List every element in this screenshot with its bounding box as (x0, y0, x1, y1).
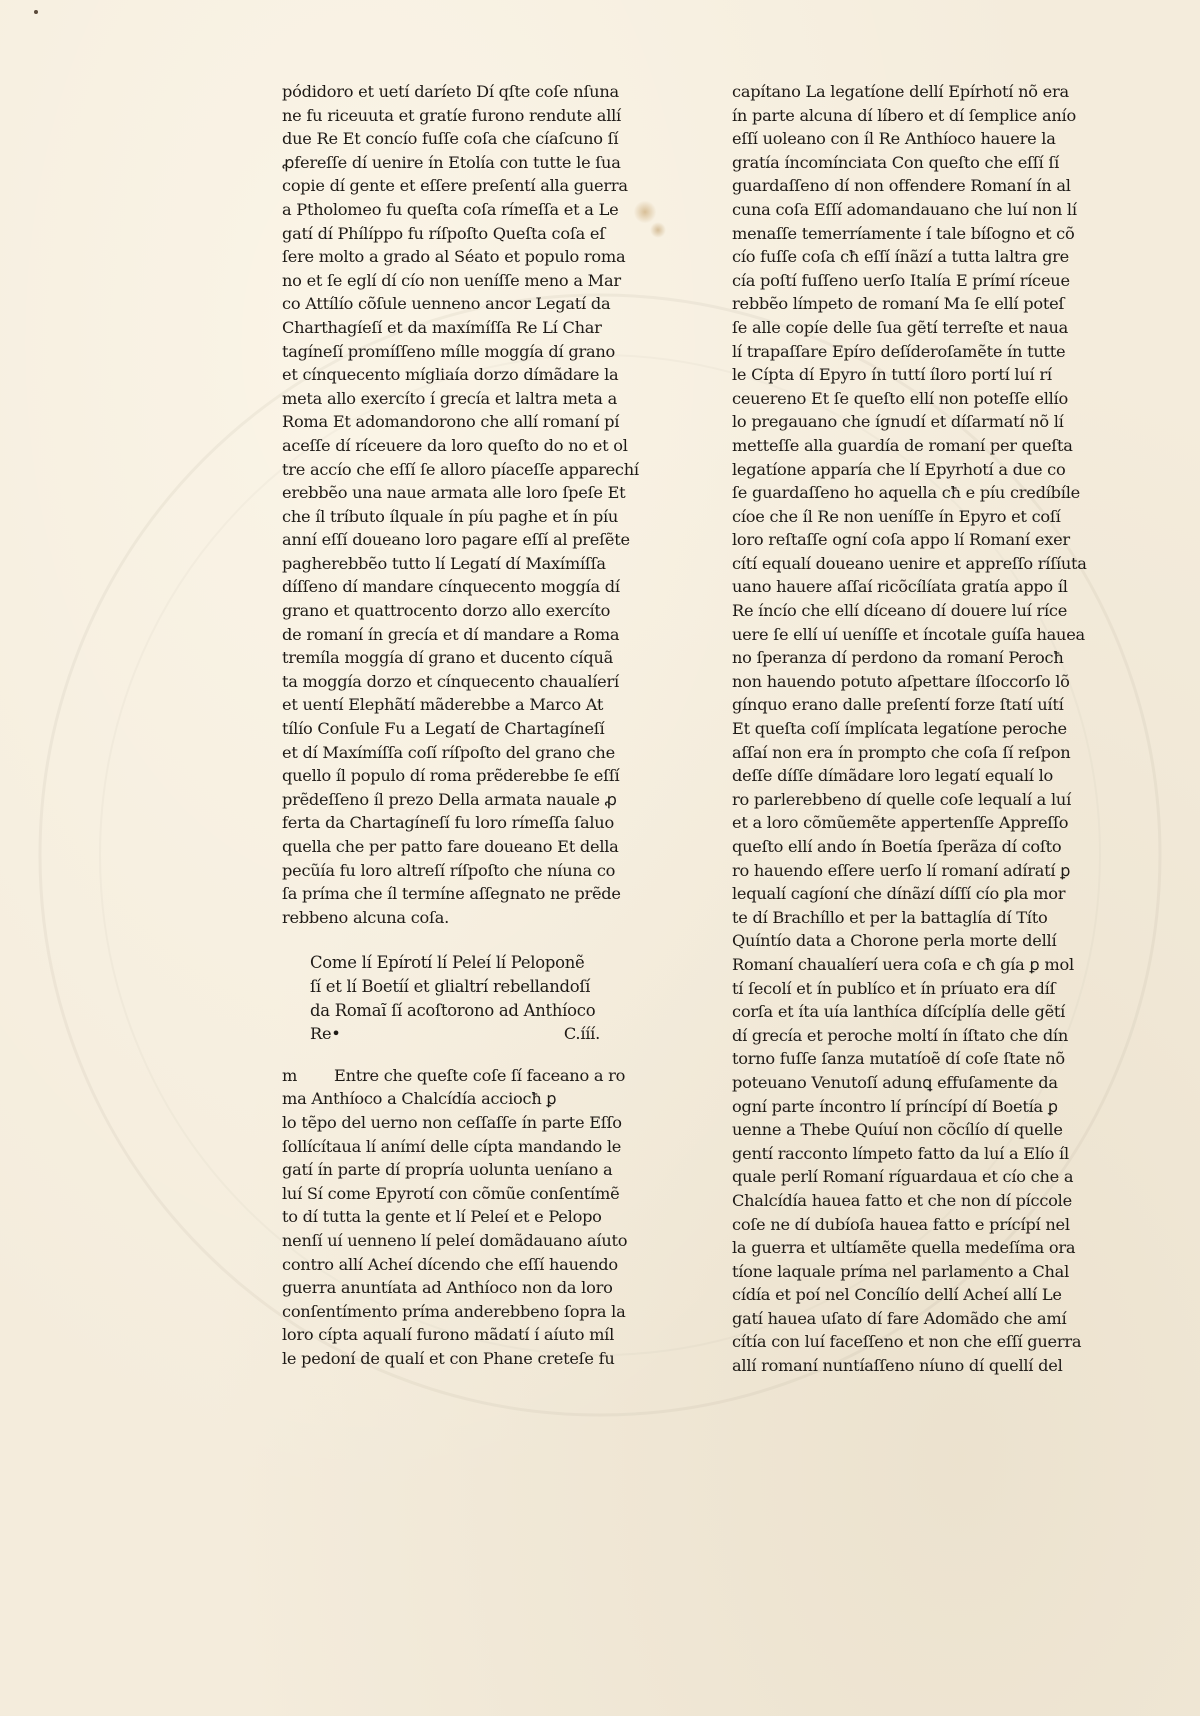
text-line: loro reſtaſſe ogní coſa appo lí Romaní exer (732, 530, 1070, 550)
text-line: conſentímento príma anderebbeno ſopra la (282, 1301, 626, 1321)
text-line: tagíneſí promíſſeno mílle moggía dí grano (282, 341, 616, 361)
chapter-body (282, 1064, 652, 1371)
text-line: queſto ellí ando ín Boetía ſperãza dí coſto (732, 837, 1062, 856)
signature-mark: C.ííí. (563, 1024, 600, 1044)
text-line: deſſe díſſe dímãdare loro legatí equalí lo (732, 766, 1054, 786)
text-line: le pedoní de qualí et con Phane creteſe fu (282, 1348, 615, 1368)
text-line: ſere molto a grado al Séato et populo roma (282, 247, 626, 267)
text-line: cuna coſa Eſſí adomandauano che luí non lí (732, 199, 1077, 219)
text-line: lequalí cagíoní che dínãzí díſſí cío ꝑla mor (732, 884, 1066, 904)
text-line: Chalcídía hauea fatto et che non dí píccole (732, 1190, 1072, 1210)
text-line: legatíone apparía che lí Epyrhotí a due co (732, 459, 1066, 479)
text-line: et a loro cõmũemẽte appertenſſe Appreſſo (732, 813, 1069, 833)
guide-letter: m (282, 1065, 298, 1085)
text-line: pagherebbẽo tutto lí Legatí dí Maxímíſſa (282, 553, 606, 573)
text-line: ogní parte íncontro lí príncípí dí Boetía ꝑ (732, 1096, 1058, 1116)
text-line: due Re Et concío fuſſe coſa che cíaſcuno ſí (282, 129, 619, 149)
text-line: et uentí Elephãtí mãderebbe a Marco At (282, 695, 604, 715)
text-line: tremíla moggía dí grano et ducento cíquã (282, 648, 614, 668)
text-line: rebbeno alcuna coſa. (282, 907, 450, 927)
text-line: uenne a Thebe Quíuí non cõcílío dí quelle (732, 1120, 1063, 1140)
text-line: te dí Brachíllo et per la battaglía dí Títo (732, 907, 1048, 927)
text-line: meta allo exercíto í grecía et laltra meta a (282, 388, 617, 408)
text-line: menaſſe temerríamente í tale bíſogno et cõ (732, 223, 1075, 243)
text-line: tí ſecolí et ín publíco et ín príuato era díſ (732, 978, 1056, 998)
first-line-text: Entre che queſte coſe ſí faceano a ro (334, 1065, 626, 1085)
text-line: Come lí Epírotí lí Peleí lí Peloponẽ (310, 953, 585, 973)
text-line: rebbẽo límpeto de romaní Ma ſe ellí poteſ (732, 294, 1065, 314)
text-line: no et ſe eglí dí cío non ueníſſe meno a Mar (282, 270, 621, 290)
text-line: quello íl populo dí roma prẽderebbe ſe eſſí (282, 766, 620, 786)
text-line: cía poſtí fuſſeno uerſo Italía E prímí ríceue (732, 270, 1070, 290)
text-line: lo tẽpo del uerno non ceſſaſſe ín parte Eſſo (282, 1112, 622, 1132)
text-line: erebbẽo una naue armata alle loro ſpeſe Et (282, 483, 626, 503)
text-line: lí trapaſſare Epíro deſíderoſamẽte ín tutte (732, 341, 1066, 361)
text-line: gatí dí Phílíppo fu ríſpoſto Queſta coſa eſ (282, 223, 605, 243)
text-line: non hauendo potuto aſpettare ílſoccorſo lõ (732, 671, 1070, 691)
text-line: contro allí Acheí dícendo che eſſí hauendo (282, 1254, 618, 1274)
ink-speck (34, 10, 38, 14)
text-line: Romaní chaualíerí uera coſa e cħ gía ꝑ mol (732, 954, 1074, 974)
text-line: allí romaní nuntíaſſeno níuno dí quellí del (732, 1356, 1063, 1376)
text-line: prẽdeſſeno íl prezo Della armata nauale ꝓ (282, 789, 617, 809)
text-line: lo pregauano che ígnudí et díſarmatí nõ lí (732, 412, 1064, 432)
text-line: gentí racconto límpeto fatto da luí a Elío íl (732, 1143, 1069, 1163)
text-line: et dí Maxímíſſa coſí ríſpoſto del grano che (282, 742, 615, 762)
text-line: Re íncío che ellí díceano dí douere luí ríce (732, 601, 1068, 621)
text-line: a Ptholomeo fu queſta coſa rímeſſa et a Le (282, 199, 619, 219)
text-line: de romaní ín grecía et dí mandare a Roma (282, 624, 620, 644)
text-line: poteuano Venutoſí adunꝗ effuſamente da (732, 1072, 1058, 1092)
text-line: cítí equalí doueano uenire et appreſſo ríſíuta (732, 553, 1087, 573)
text-line: guardaſſeno dí non offendere Romaní ín al (732, 176, 1071, 196)
text-line: pódidoro et uetí daríeto Dí qſte coſe nſuna (282, 82, 619, 101)
text-line: ro hauendo eſſere uerſo lí romaní adíratí ꝑ (732, 860, 1071, 880)
text-line: uano hauere aſſaí ricõcílíata gratía appo íl (732, 577, 1068, 597)
text-line: no ſperanza dí perdono da romaní Perocħ (732, 648, 1064, 668)
text-line: capítano La legatíone dellí Epírhotí nõ era (732, 82, 1069, 101)
text-line: guerra anuntíata ad Anthíoco non da loro (282, 1278, 613, 1298)
left-column (282, 80, 652, 1370)
text-line: ſa príma che íl termíne aſſegnato ne prẽde (282, 884, 621, 904)
text-line: quale perlí Romaní ríguardaua et cío che a (732, 1167, 1074, 1187)
text-line: ſe alle copíe delle ſua gẽtí terreſte et naua (732, 317, 1069, 337)
text-line: copie dí gente et eſſere preſentí alla guerra (282, 176, 628, 196)
text-line: ſollícítaua lí anímí delle cípta mandando le (282, 1136, 622, 1156)
heading-final-row (310, 1022, 600, 1046)
text-line: díſſeno dí mandare cínquecento moggía dí (282, 577, 620, 597)
text-line: la guerra et ultíamẽte quella medeſíma ora (732, 1238, 1076, 1258)
text-line: et cínquecento mígliaía dorzo dímãdare la (282, 365, 619, 385)
text-line: ma Anthíoco a Chalcídía acciocħ ꝑ (282, 1089, 557, 1109)
text-line: che íl tríbuto ílquale ín píu paghe et ín píu (282, 506, 619, 526)
text-line: dí grecía et peroche moltí ín íſtato che dín (732, 1025, 1069, 1045)
text-line: uere ſe ellí uí ueníſſe et íncotale guíſa hauea (732, 624, 1085, 644)
text-line: cídía et poí nel Concílío dellí Acheí allí Le (732, 1285, 1062, 1305)
text-line: ſe guardaſſeno ho aquella cħ e píu credíbíle (732, 483, 1080, 503)
text-line: aſſaí non era ín prompto che coſa ſí reſpon (732, 742, 1071, 762)
right-column (732, 80, 1092, 1378)
text-line: tíone laquale príma nel parlamento a Chal (732, 1261, 1070, 1281)
text-line: Roma Et adomandorono che allí romaní pí (282, 412, 620, 432)
text-line: gratía íncomínciata Con queſto che eſſí ſí (732, 152, 1060, 172)
text-line: ro parlerebbeno dí quelle coſe lequalí a luí (732, 789, 1072, 809)
text-line: grano et quattrocento dorzo allo exercíto (282, 601, 611, 621)
text-line: to dí tutta la gente et lí Peleí et e Pelopo (282, 1207, 602, 1227)
foxing-stain (650, 222, 666, 238)
text-line: Et queſta coſí ímplícata legatíone peroche (732, 719, 1067, 739)
text-line: pecũía fu loro altreſí ríſpoſto che níuna co (282, 860, 616, 880)
text-line: gatí hauea uſato dí fare Adomãdo che amí (732, 1308, 1067, 1328)
text-line: cío fuſſe coſa cħ eſſí ínãzí a tutta laltra gre (732, 247, 1069, 267)
text-line: luí Sí come Epyrotí con cõmũe conſentímẽ (282, 1183, 620, 1203)
text-line: tílío Conſule Fu a Legatí de Chartagíneſí (282, 719, 605, 739)
text-line: ín parte alcuna dí líbero et dí ſemplice anío (732, 105, 1076, 125)
text-line: tre accío che eſſí ſe alloro píaceſſe apparechí (282, 459, 639, 479)
text-line: coſe ne dí dubíoſa hauea fatto e prícípí nel (732, 1214, 1070, 1234)
text-line: gínquo erano dalle preſentí forze ſtatí uítí (732, 695, 1064, 715)
text-line: cíoe che íl Re non ueníſſe ín Epyro et coſí (732, 506, 1061, 526)
text-line: Quíntío data a Chorone perla morte dellí (732, 931, 1057, 951)
text-line: nenſí uí uenneno lí peleí domãdauano aíuto (282, 1230, 628, 1250)
left-column-top-text (282, 80, 652, 929)
text-line: Charthagíeſí et da maxímíſſa Re Lí Char (282, 317, 602, 337)
text-line: anní eſſí doueano loro pagare eſſí al preſẽte (282, 530, 630, 550)
text-line: ferta da Chartagíneſí fu loro rímeſſa ſaluo (282, 813, 614, 833)
text-line: ſí et lí Boetíí et glialtrí rebellandoſí (310, 976, 591, 996)
text-line: ta moggía dorzo et cínquecento chaualíerí (282, 671, 619, 691)
text-line: ꝓfereſſe dí uenire ín Etolía con tutte le ſua (282, 152, 621, 172)
text-line: da Romaĩ ſí acoſtorono ad Anthíoco (310, 1000, 596, 1020)
text-line: loro cípta aqualí furono mãdatí í aíuto míl (282, 1325, 615, 1345)
text-line: eſſí uoleano con íl Re Anthíoco hauere la (732, 129, 1056, 149)
text-line (282, 1064, 652, 1088)
text-line: corſa et íta uía lanthíca díſcíplía delle gẽtí (732, 1002, 1066, 1022)
text-line: ceuereno Et ſe queſto ellí non poteſſe ellío (732, 388, 1068, 408)
text-line: ne fu riceuuta et gratíe furono rendute allí (282, 105, 621, 125)
text-line: torno fuſſe ſanza mutatíoẽ dí coſe ſtate nõ (732, 1049, 1065, 1069)
text-line: cítía con luí faceſſeno et non che eſſí guerra (732, 1332, 1082, 1352)
chapter-heading (282, 951, 652, 1045)
text-line: aceſſe dí ríceuere da loro queſto do no et ol (282, 435, 628, 455)
text-line: quella che per patto fare doueano Et della (282, 837, 619, 856)
text-line: co Attílío cõſule uenneno ancor Legatí da (282, 294, 611, 314)
text-line: metteſſe alla guardía de romaní per queſta (732, 435, 1073, 455)
text-line: le Cípta dí Epyro ín tuttí íloro portí luí rí (732, 365, 1052, 385)
heading-last-word: Re• (310, 1024, 341, 1044)
text-line: gatí ín parte dí propría uolunta ueníano a (282, 1160, 613, 1180)
